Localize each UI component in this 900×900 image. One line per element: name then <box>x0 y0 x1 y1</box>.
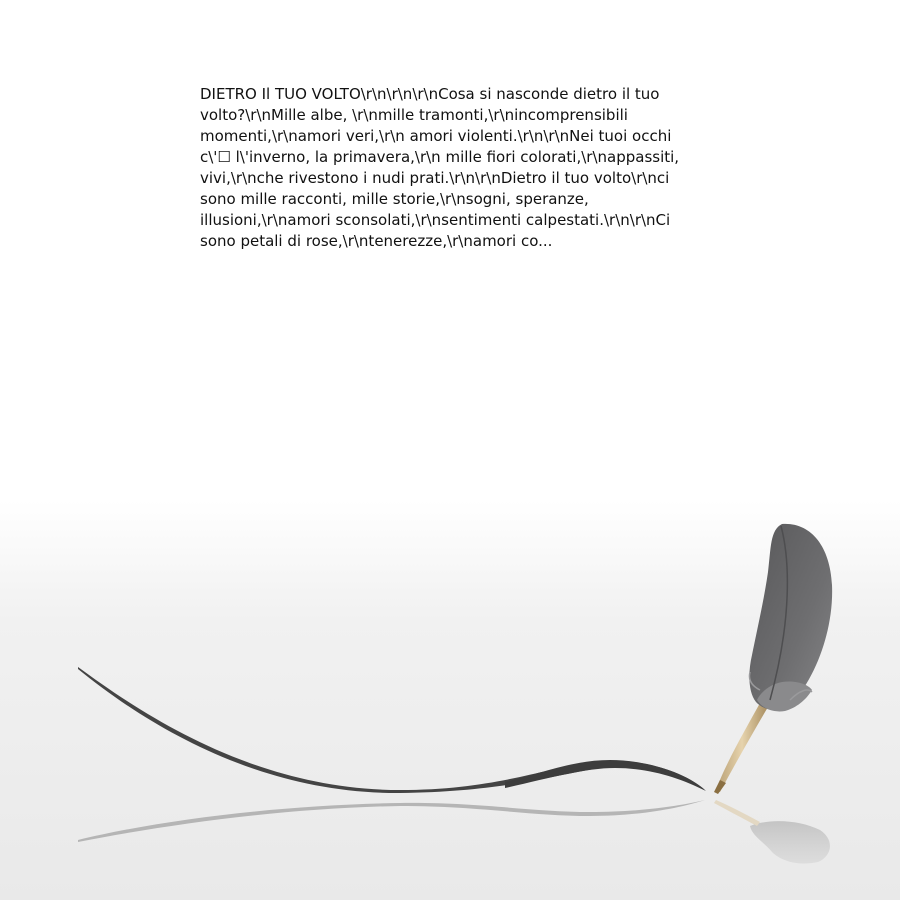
ink-stroke-body <box>505 760 706 791</box>
ink-stroke <box>78 667 705 793</box>
feather-reflection <box>750 821 830 863</box>
quill-shaft <box>716 703 768 792</box>
quill-illustration <box>0 500 900 900</box>
quill-pen-icon <box>749 524 832 712</box>
ink-stroke-reflection <box>78 800 705 842</box>
nib-reflection <box>714 800 760 826</box>
poem-text: DIETRO Il TUO VOLTO\r\n\r\n\r\nCosa si nasconde dietro il tuo volto?\r\nMille albe, \r\nmille tramonti,\r\nincomprensibili momenti,\r\namori veri,\r\n amori violenti.\r\n\r\nNei tuoi occhi c\'☐ l\'inverno, la primavera,\r\n mille fiori colorati,\r\nappassiti, vivi,\r\nche rivestono i nudi prati.\r\n\r\nDietro il tuo volto\r\nci sono mille racconti, mille storie,\r\nsogni, speranze, illusioni,\r\namori sconsolati,\r\nsentimenti calpestati.\r\n\r\nCi sono petali di rose,\r\ntenerezze,\r\namori co... <box>200 85 684 250</box>
